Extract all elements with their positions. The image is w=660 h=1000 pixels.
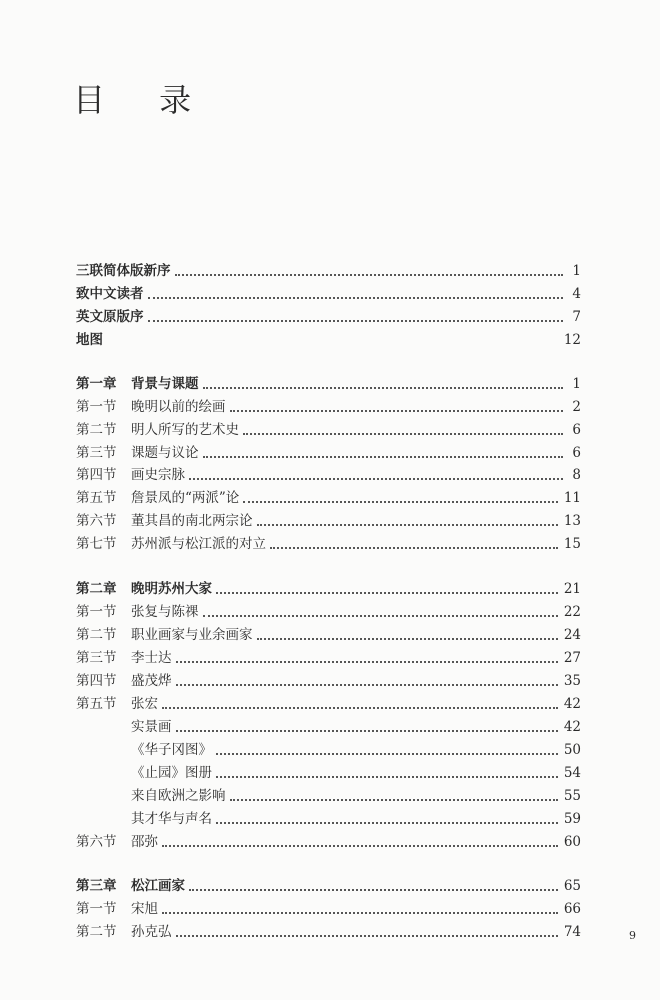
dot-leader	[257, 524, 558, 526]
toc-section-entry[interactable]	[76, 599, 581, 621]
dot-leader	[230, 410, 564, 412]
dot-leader	[148, 297, 564, 299]
section-page: 27	[563, 650, 581, 666]
section-page: 60	[563, 834, 581, 850]
toc-chapter-heading[interactable]	[76, 576, 581, 598]
section-label: 第二节	[76, 627, 117, 643]
section-page: 74	[563, 924, 581, 940]
toc-section-entry[interactable]	[76, 691, 581, 713]
section-label: 第六节	[76, 513, 117, 529]
dot-leader	[257, 638, 558, 640]
toc-entry-page: 12	[563, 332, 581, 348]
toc-section-entry[interactable]	[76, 440, 581, 462]
subsection-page: 50	[563, 742, 581, 758]
toc-section-entry[interactable]	[76, 462, 581, 484]
dot-leader	[243, 433, 563, 435]
chapter-title: 背景与课题	[131, 376, 199, 392]
section-label: 第一节	[76, 604, 117, 620]
section-label: 第一节	[76, 399, 117, 415]
section-title: 董其昌的南北两宗论	[131, 513, 253, 529]
toc-section-entry[interactable]	[76, 417, 581, 439]
section-title: 张宏	[131, 696, 158, 712]
dot-leader	[230, 799, 558, 801]
dot-leader	[176, 661, 558, 663]
section-page: 11	[563, 490, 581, 506]
chapter-label: 第三章	[76, 878, 117, 894]
toc-subsection-entry[interactable]	[76, 783, 581, 805]
section-title: 张复与陈祼	[131, 604, 199, 620]
toc-subsection-entry[interactable]	[76, 737, 581, 759]
toc-section-entry[interactable]	[76, 829, 581, 851]
section-title: 职业画家与业余画家	[131, 627, 253, 643]
chapter-page: 65	[563, 878, 581, 894]
dot-leader	[203, 615, 558, 617]
dot-leader	[216, 592, 558, 594]
toc-section-entry[interactable]	[76, 896, 581, 918]
dot-leader	[176, 935, 558, 937]
dot-leader	[216, 753, 558, 755]
section-page: 42	[563, 696, 581, 712]
section-title: 画史宗脉	[131, 467, 185, 483]
section-page: 6	[572, 445, 581, 461]
dot-leader	[176, 730, 558, 732]
dot-leader	[203, 387, 564, 389]
toc-entry-page: 7	[572, 309, 581, 325]
dot-leader	[216, 776, 558, 778]
page-number: 9	[629, 929, 636, 942]
toc-subsection-entry[interactable]	[76, 806, 581, 828]
chapter-title: 晚明苏州大家	[131, 581, 212, 597]
section-label: 第四节	[76, 673, 117, 689]
subsection-title: 其才华与声名	[131, 811, 212, 827]
toc-section-entry[interactable]	[76, 645, 581, 667]
toc-section-entry[interactable]	[76, 508, 581, 530]
dot-leader	[189, 889, 558, 891]
section-page: 8	[572, 467, 581, 483]
dot-leader	[175, 274, 564, 276]
dot-leader	[148, 320, 564, 322]
section-page: 35	[563, 673, 581, 689]
section-label: 第六节	[76, 834, 117, 850]
toc-entry-front-matter[interactable]	[76, 304, 581, 326]
dot-leader	[216, 822, 558, 824]
toc-section-entry[interactable]	[76, 531, 581, 553]
dot-leader	[162, 707, 558, 709]
subsection-title: 《华子冈图》	[131, 742, 212, 758]
section-title: 苏州派与松江派的对立	[131, 536, 266, 552]
toc-subsection-entry[interactable]	[76, 714, 581, 736]
section-title: 宋旭	[131, 901, 158, 917]
subsection-title: 《止园》图册	[131, 765, 212, 781]
toc-chapter-heading[interactable]	[76, 873, 581, 895]
dot-leader	[243, 501, 558, 503]
dot-leader	[270, 547, 558, 549]
section-title: 课题与议论	[131, 445, 199, 461]
dot-leader	[189, 478, 563, 480]
dot-leader	[203, 456, 564, 458]
chapter-title: 松江画家	[131, 878, 185, 894]
section-page: 15	[563, 536, 581, 552]
subsection-page: 54	[563, 765, 581, 781]
section-title: 詹景凤的“两派”论	[131, 490, 240, 506]
section-title: 晚明以前的绘画	[131, 399, 226, 415]
subsection-page: 59	[563, 811, 581, 827]
section-label: 第五节	[76, 696, 117, 712]
toc-entry-front-matter[interactable]	[76, 327, 581, 349]
toc-section-entry[interactable]	[76, 622, 581, 644]
toc-entry-title: 地图	[76, 332, 103, 348]
section-page: 24	[563, 627, 581, 643]
section-title: 明人所写的艺术史	[131, 422, 239, 438]
toc-subsection-entry[interactable]	[76, 760, 581, 782]
section-label: 第三节	[76, 650, 117, 666]
section-label: 第一节	[76, 901, 117, 917]
section-label: 第七节	[76, 536, 117, 552]
section-title: 盛茂烨	[131, 673, 172, 689]
toc-section-entry[interactable]	[76, 668, 581, 690]
section-page: 6	[572, 422, 581, 438]
toc-entry-front-matter[interactable]	[76, 281, 581, 303]
toc-chapter-heading[interactable]	[76, 371, 581, 393]
section-page: 22	[563, 604, 581, 620]
section-title: 李士达	[131, 650, 172, 666]
chapter-label: 第二章	[76, 581, 117, 597]
section-title: 邵弥	[131, 834, 158, 850]
toc-section-entry[interactable]	[76, 485, 581, 507]
toc-section-entry[interactable]	[76, 919, 581, 941]
dot-leader	[176, 684, 558, 686]
section-title: 孙克弘	[131, 924, 172, 940]
subsection-page: 42	[563, 719, 581, 735]
toc-entry-title: 致中文读者	[76, 286, 144, 302]
section-page: 66	[563, 901, 581, 917]
subsection-page: 55	[563, 788, 581, 804]
chapter-page: 1	[572, 376, 581, 392]
toc-entry-title: 英文原版序	[76, 309, 144, 325]
page-title: 目 录	[73, 81, 214, 119]
toc-entry-front-matter[interactable]	[76, 258, 581, 280]
chapter-label: 第一章	[76, 376, 117, 392]
toc-section-entry[interactable]	[76, 394, 581, 416]
section-page: 13	[563, 513, 581, 529]
dot-leader	[162, 912, 558, 914]
section-page: 2	[572, 399, 581, 415]
section-label: 第二节	[76, 422, 117, 438]
section-label: 第四节	[76, 467, 117, 483]
toc-entry-page: 4	[572, 286, 581, 302]
subsection-title: 实景画	[131, 719, 172, 735]
subsection-title: 来自欧洲之影响	[131, 788, 226, 804]
toc-entry-title: 三联简体版新序	[76, 263, 171, 279]
section-label: 第五节	[76, 490, 117, 506]
dot-leader	[162, 845, 558, 847]
section-label: 第二节	[76, 924, 117, 940]
toc-entry-page: 1	[572, 263, 581, 279]
chapter-page: 21	[563, 581, 581, 597]
section-label: 第三节	[76, 445, 117, 461]
